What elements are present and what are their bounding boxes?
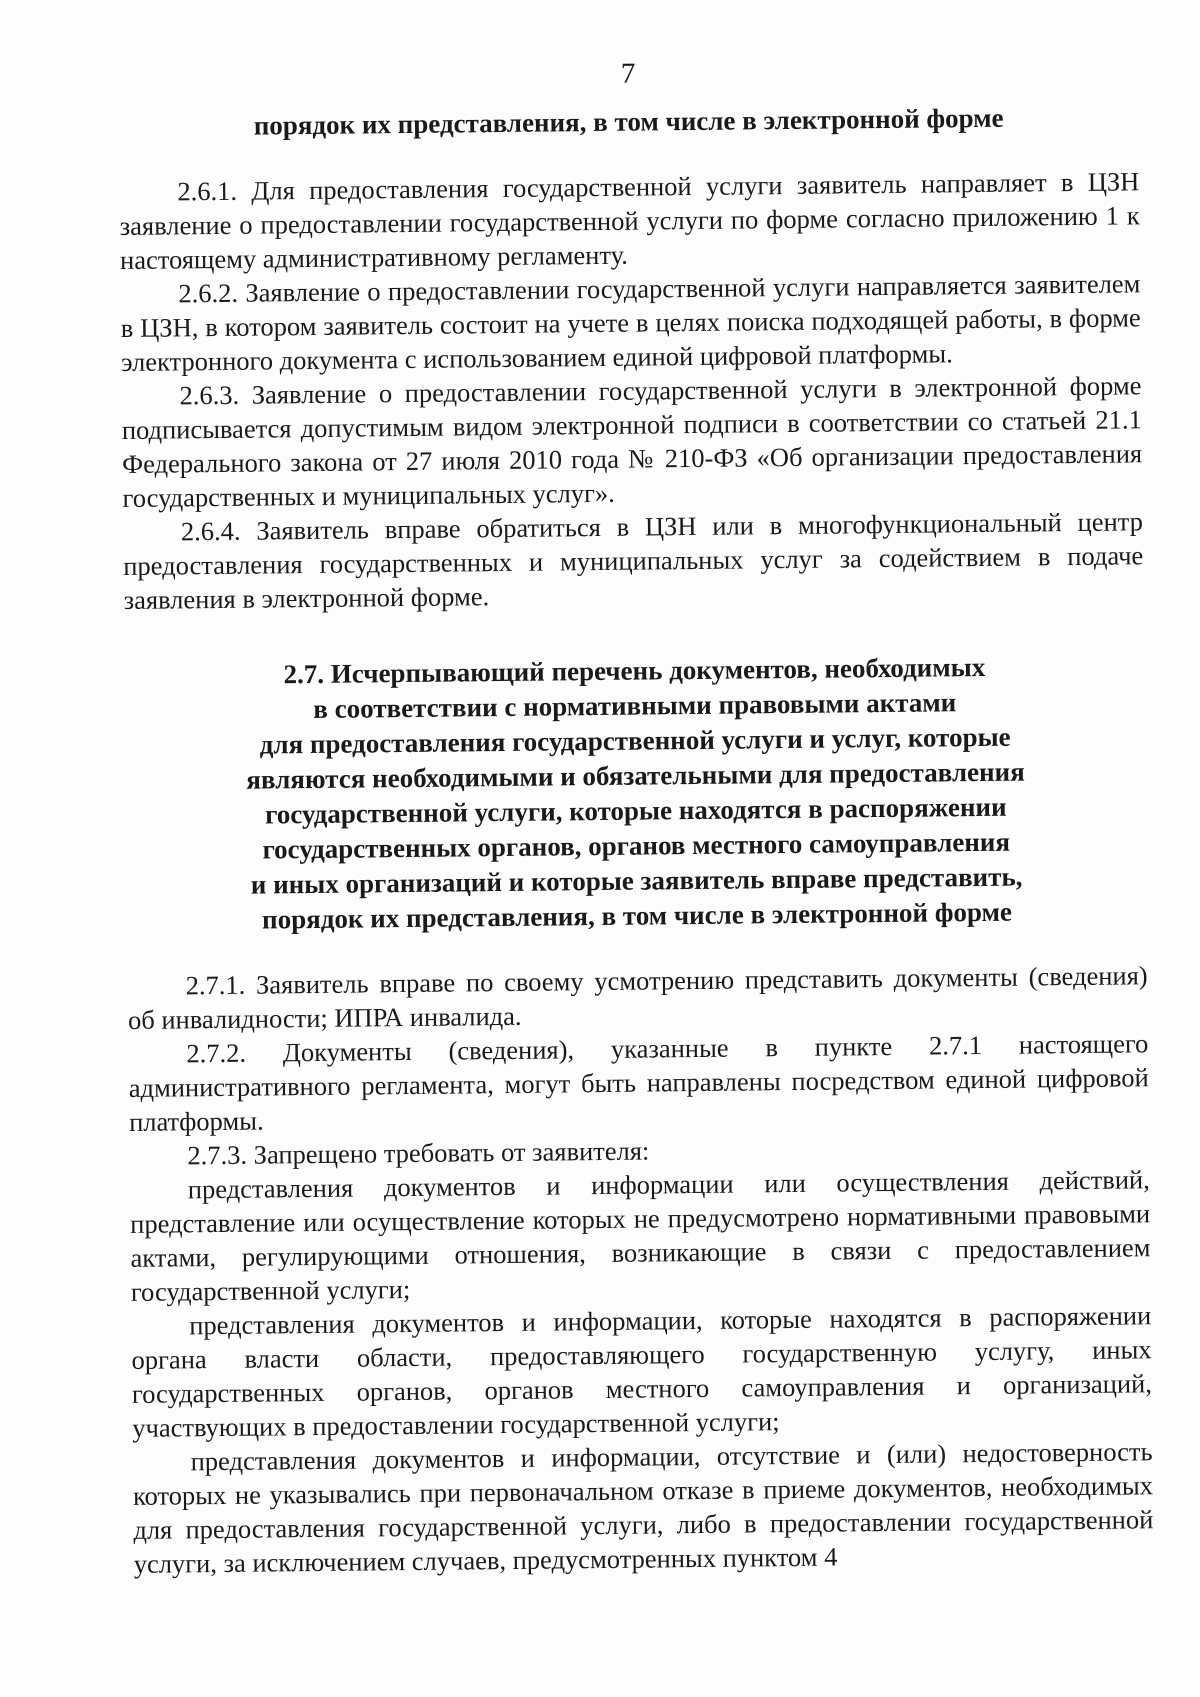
heading-line: государственных органов, органов местного самоуправления — [262, 826, 1011, 865]
heading-line: 2.7. Исчерпывающий перечень документов, необходимых — [283, 651, 986, 690]
paragraph-2-6-1: 2.6.1. Для предоставления государственной услуги заявитель направляет в ЦЗН заявление о предоставлении государственной услуги по форме согласно приложению 1 к настоящему административному регламенту. — [119, 166, 1140, 275]
top-heading: порядок их представления, в том числе в электронной форме — [253, 102, 1004, 141]
section-2-7 — [127, 958, 1153, 1581]
heading-line: и иных организаций и которые заявитель вправе представить, — [250, 861, 1023, 900]
heading-line: являются необходимыми и обязательными для предоставления — [246, 756, 1025, 795]
paragraph-2-6-4: 2.6.4. Заявитель вправе обратиться в ЦЗН или в многофункциональный центр предоставления государственных и муниципальных услуг за содействием в подаче заявления в электронной форме. — [123, 506, 1144, 615]
paragraph-2-6-3: 2.6.3. Заявление о предоставлении государственной услуги в электронной форме подписывается допустимым видом электронной подписи в соответствии со статьей 21.1 Федерального закона от 27 июля 2010 года № 210-ФЗ «Об организации предоставления государственных и муниципальных услуг». — [121, 370, 1143, 513]
section-2-6 — [119, 164, 1144, 617]
paragraph-2-7-3: 2.7.3. Запрещено требовать от заявителя: — [187, 1135, 650, 1171]
paragraph-2-7-1: 2.7.1. Заявитель вправе по своему усмотрению представить документы (сведения) об инвалидности; ИПРА инвалида. — [127, 960, 1148, 1035]
list-item: представления документов и информации, отсутствие и (или) недостоверность которых не указывались при первоначальном отказе в приеме документов, необходимых для предоставления государственной услуги, либо в предоставлении государственной услуги, за исключением случаев, предусмотренных пунктом 4 — [132, 1436, 1154, 1579]
section-2-7-heading — [124, 648, 1147, 939]
heading-line: в соответствии с нормативными правовыми актами — [313, 687, 957, 724]
page-content — [118, 51, 1154, 1581]
list-item: представления документов и информации, которые находятся в распоряжении органа власти области, предоставляющего государственную услугу, иных государственных органов, органов местного самоуправления и организаций, участвующих в предоставлении государственной услуги; — [131, 1300, 1153, 1443]
heading-line: для предоставления государственной услуги и услуг, которые — [259, 721, 1011, 760]
heading-line: государственной услуги, которые находятся в распоряжении — [264, 791, 1007, 830]
paragraph-2-7-2: 2.7.2. Документы (сведения), указанные в пункте 2.7.1 настоящего административного регламента, могут быть направлены посредством единой цифровой платформы. — [128, 1028, 1149, 1137]
page-number: 7 — [620, 57, 636, 90]
paragraph-2-6-2: 2.6.2. Заявление о предоставлении государственной услуги направляется заявителем в ЦЗН, в котором заявитель состоит на учете в целях поиска подходящей работы, в форме электронного документа с использованием единой цифровой платформы. — [120, 268, 1141, 377]
heading-line: порядок их представления, в том числе в электронной форме — [261, 896, 1013, 935]
list-item: представления документов и информации или осуществления действий, представление или осуществление которых не предусмотрено нормативными правовыми актами, регулирующими отношения, возникающие в связи с предоставлением государственной услуги; — [130, 1164, 1151, 1307]
